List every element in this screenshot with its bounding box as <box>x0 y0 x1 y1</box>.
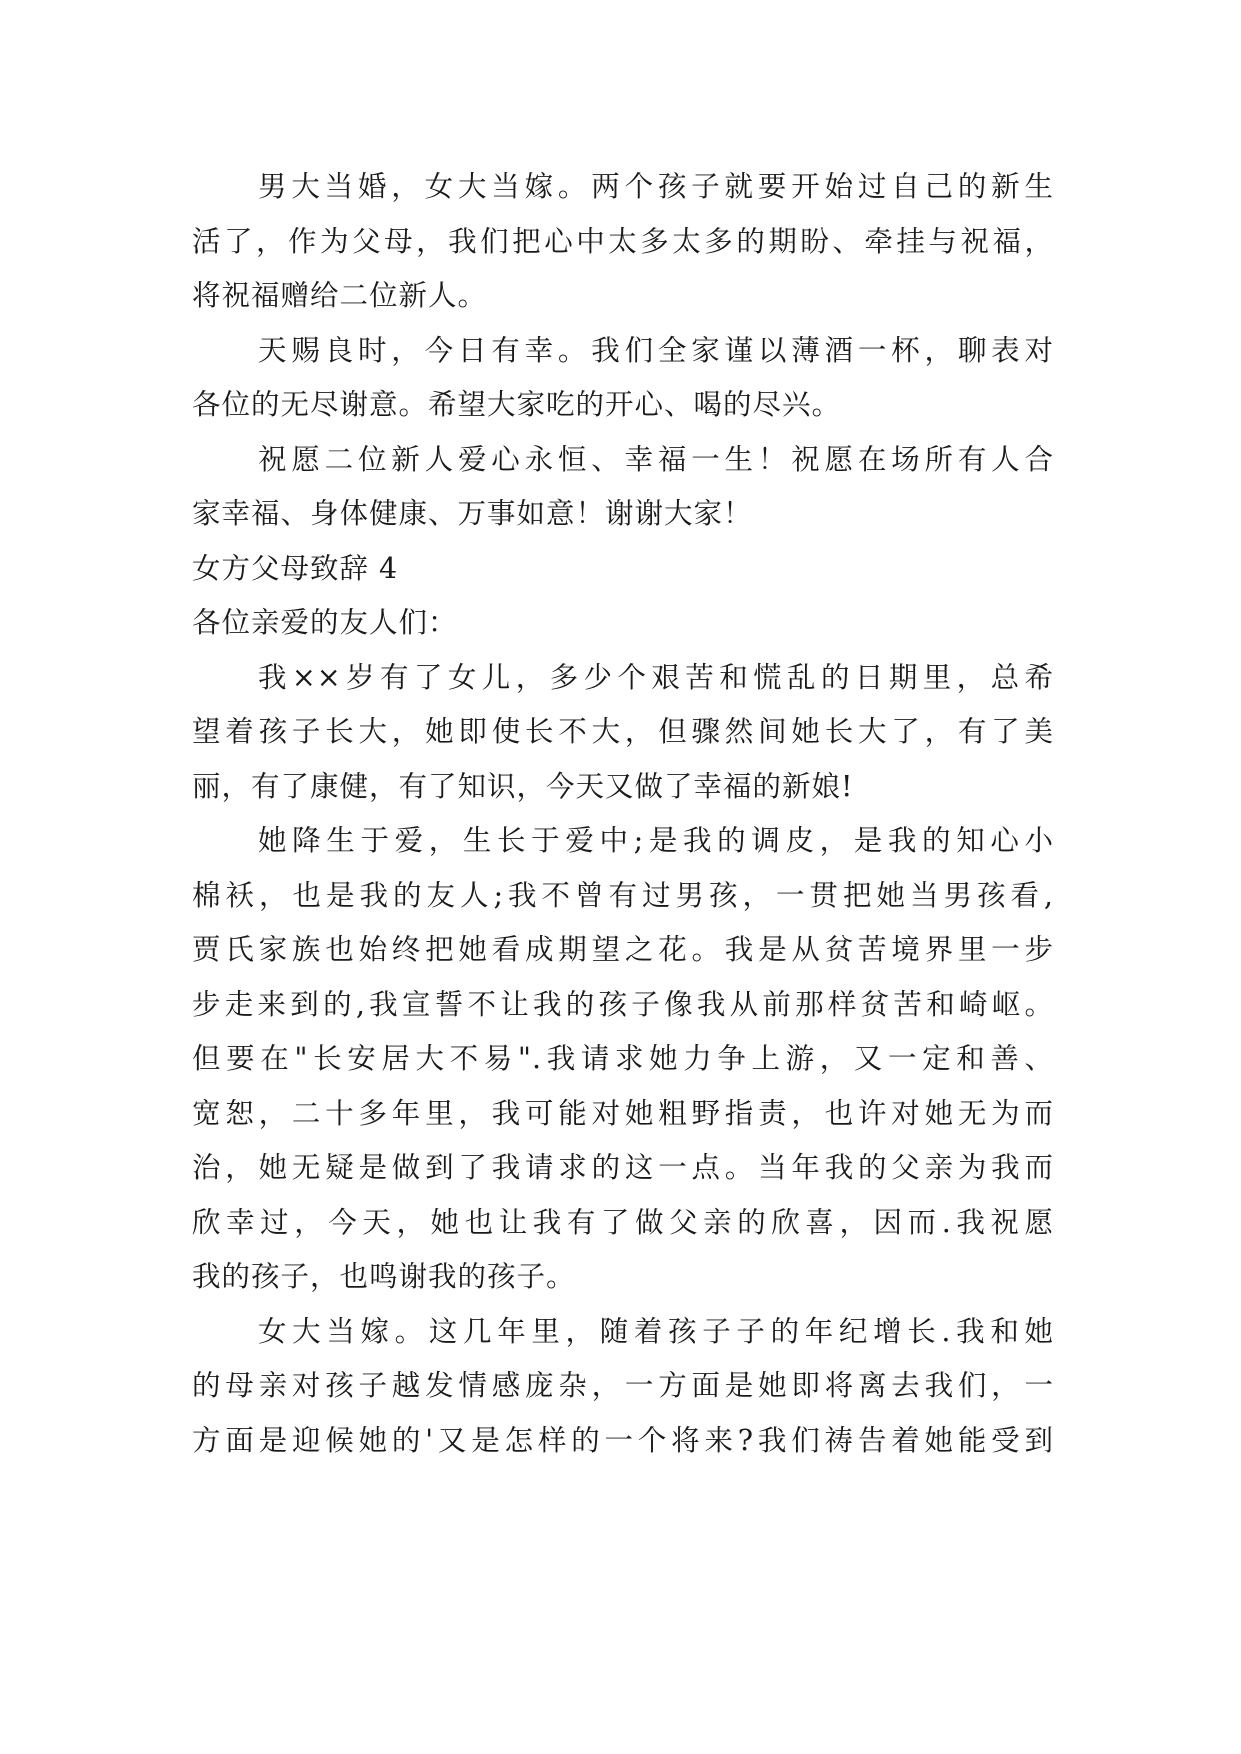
paragraph-line: 她降生于爱，生长于爱中;是我的调皮，是我的知心小 <box>258 824 1054 857</box>
paragraph-line: 我的孩子，也鸣谢我的孩子。 <box>192 1260 576 1293</box>
paragraph-line: 家幸福、身体健康、万事如意！谢谢大家！ <box>192 497 753 530</box>
paragraph-line: 的母亲对孩子越发情感庞杂，一方面是她即将离去我们，一 <box>192 1369 1054 1402</box>
paragraph-line: 欣幸过，今天，她也让我有了做父亲的欣喜，因而.我祝愿 <box>192 1206 1054 1239</box>
paragraph-line: 但要在"长安居大不易".我请求她力争上游，又一定和善、 <box>192 1042 1054 1075</box>
paragraph-line: 丽，有了康健，有了知识，今天又做了幸福的新娘! <box>192 770 854 803</box>
paragraph-line: 活了，作为父母，我们把心中太多太多的期盼、牵挂与祝福， <box>192 225 1054 258</box>
paragraph-line: 步走来到的,我宣誓不让我的孩子像我从前那样贫苦和崎岖。 <box>192 988 1054 1021</box>
paragraph-line: 棉袄，也是我的友人;我不曾有过男孩，一贯把她当男孩看, <box>192 879 1054 912</box>
paragraph-line: 治，她无疑是做到了我请求的这一点。当年我的父亲为我而 <box>192 1151 1054 1184</box>
paragraph-line: 我××岁有了女儿，多少个艰苦和慌乱的日期里，总希 <box>258 661 1054 694</box>
paragraph-line: 女大当嫁。这几年里，随着孩子子的年纪增长.我和她 <box>258 1315 1054 1348</box>
paragraph-line: 望着孩子长大，她即使长不大，但骤然间她长大了，有了美 <box>192 715 1054 748</box>
salutation: 各位亲爱的友人们： <box>192 606 458 639</box>
paragraph-line: 宽恕，二十多年里，我可能对她粗野指责，也许对她无为而 <box>192 1097 1054 1130</box>
paragraph-line: 将祝福赠给二位新人。 <box>192 279 488 312</box>
paragraph-line: 各位的无尽谢意。希望大家吃的开心、喝的尽兴。 <box>192 388 842 421</box>
paragraph-line: 贾氏家族也始终把她看成期望之花。我是从贫苦境界里一步 <box>192 933 1054 966</box>
paragraph-line: 祝愿二位新人爱心永恒、幸福一生！祝愿在场所有人合 <box>258 443 1054 476</box>
paragraph-line: 方面是迎候她的'又是怎样的一个将来?我们祷告着她能受到 <box>192 1424 1054 1457</box>
paragraph-line: 男大当婚，女大当嫁。两个孩子就要开始过自己的新生 <box>258 170 1054 203</box>
paragraph-line: 天赐良时，今日有幸。我们全家谨以薄酒一杯，聊表对 <box>258 334 1054 367</box>
section-heading: 女方父母致辞 4 <box>192 552 399 585</box>
